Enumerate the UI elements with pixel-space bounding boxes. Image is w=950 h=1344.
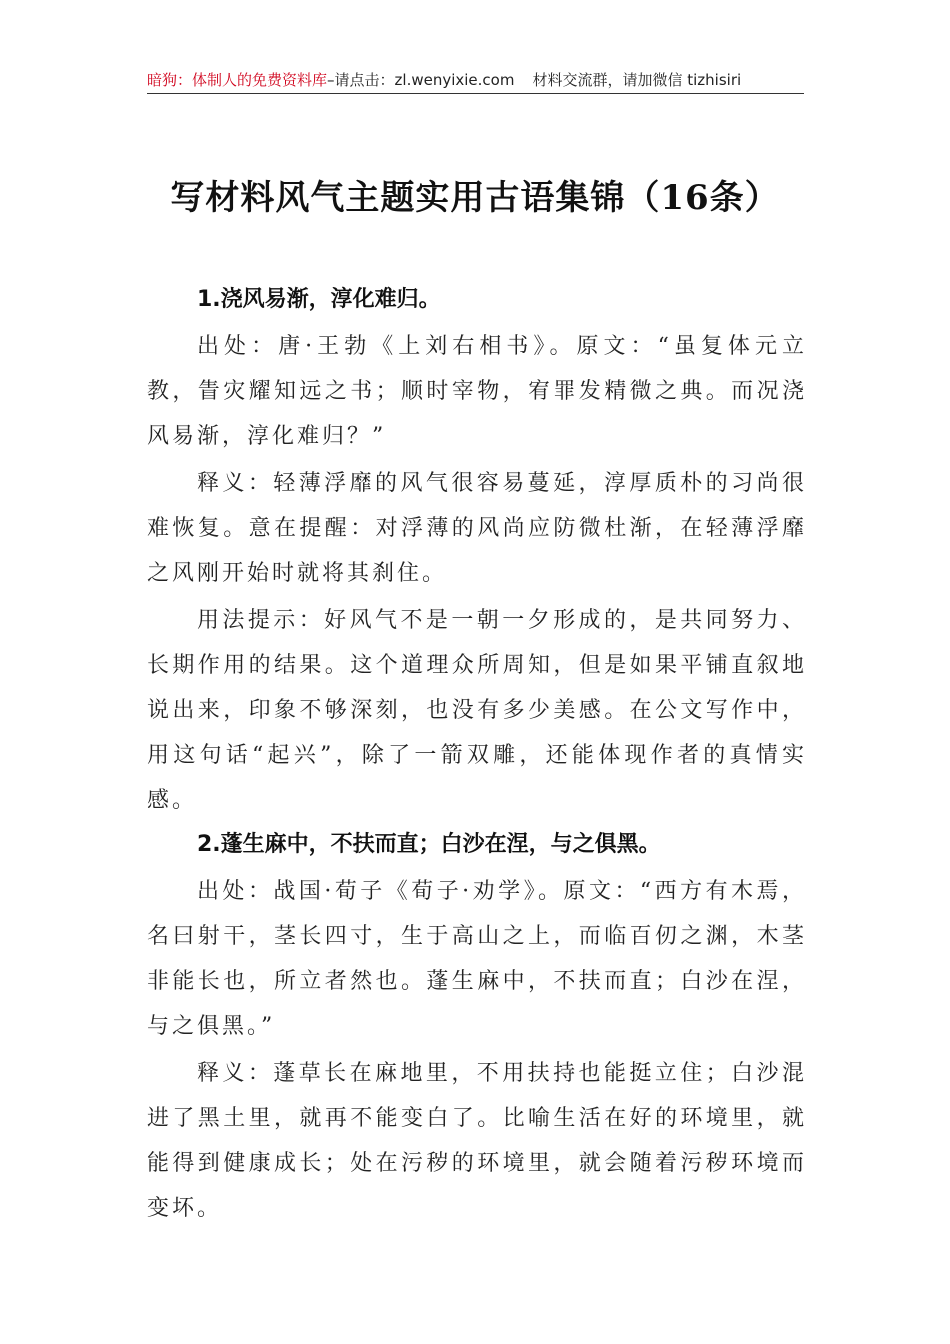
section-1-usage: 用法提示：好风气不是一朝一夕形成的，是共同努力、长期作用的结果。这个道理众所周知，但是如果平铺直叙地说出来，印象不够深刻，也没有多少美感。在公文写作中，用这句话“起兴”，除了一箭双雕，还能体现作者的真情实感。 (147, 608, 807, 813)
section-2-meaning: 释义：蓬草长在麻地里，不用扶持也能挺立住；白沙混进了黑土里，就再不能变白了。比喻生活在好的环境里，就能得到健康成长；处在污秽的环境里，就会随着污秽环境而变坏。 (147, 1061, 807, 1221)
section-2-heading: 2.蓬生麻中，不扶而直；白沙在涅，与之俱黑。 (197, 832, 661, 857)
page-header (147, 69, 804, 94)
header-group-text: 材料交流群，请加微信 tizhisiri (532, 71, 742, 89)
document-body (147, 280, 807, 1233)
header-click-text: –请点击： (327, 71, 395, 89)
header-url-link[interactable]: zl.wenyixie.com (394, 71, 515, 89)
document-title: 写材料风气主题实用古语集锦（16条） (170, 178, 780, 218)
header-brand: 暗狗：体制人的免费资料库 (147, 71, 328, 89)
section-2-source: 出处：战国·荀子《荀子·劝学》。原文：“西方有木焉，名曰射干，茎长四寸，生于高山之上，而临百仞之渊，木茎非能长也，所立者然也。蓬生麻中，不扶而直；白沙在涅，与之俱黑。” (147, 879, 807, 1039)
section-1-heading: 1.浇风易渐，淳化难归。 (197, 287, 441, 312)
section-1-meaning: 释义：轻薄浮靡的风气很容易蔓延，淳厚质朴的习尚很难恢复。意在提醒：对浮薄的风尚应防微杜渐，在轻薄浮靡之风刚开始时就将其刹住。 (147, 471, 807, 586)
section-1-source: 出处：唐·王勃《上刘右相书》。原文：“虽复体元立教，眚灾耀知远之书；顺时宰物，宥罪发精微之典。而况浇风易渐，淳化难归？” (147, 334, 807, 449)
